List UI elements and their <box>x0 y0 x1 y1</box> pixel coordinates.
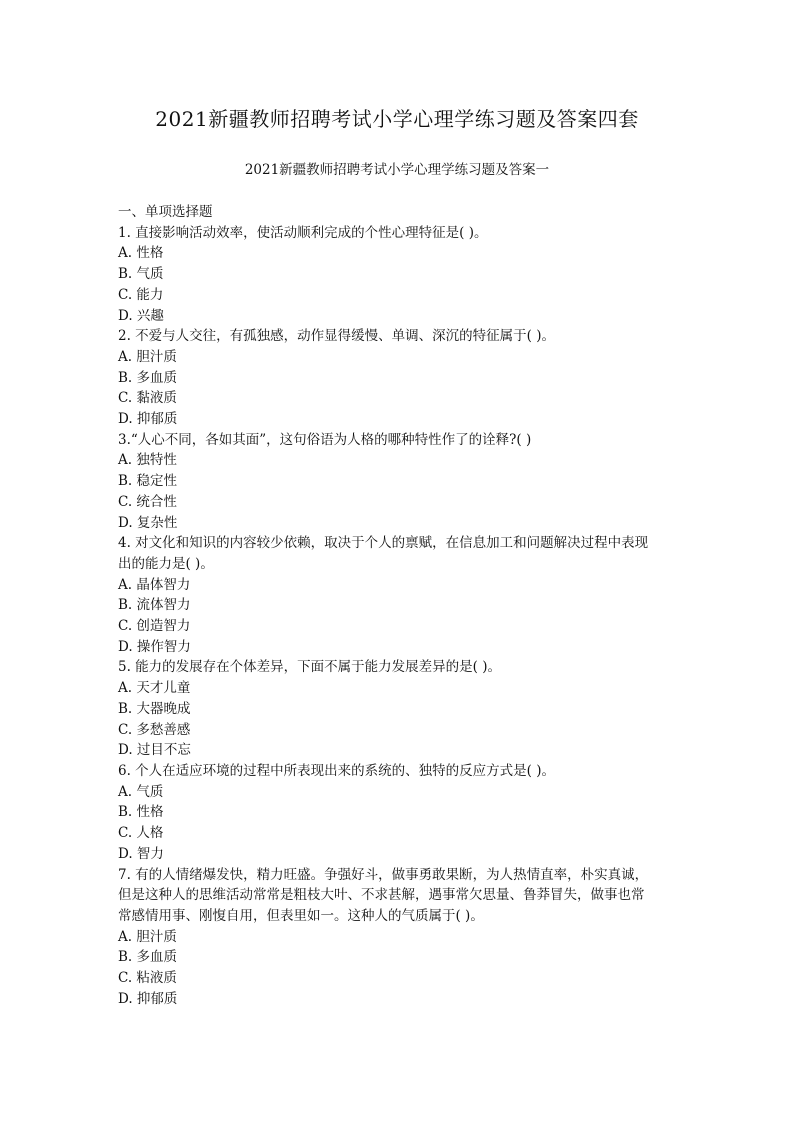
option-b: B. 性格 <box>118 804 164 821</box>
option-a: A. 独特性 <box>118 452 177 469</box>
option-b: B. 大器晚成 <box>118 700 191 717</box>
option-c: C. 创造智力 <box>118 618 191 635</box>
option-d: D. 兴趣 <box>118 307 164 324</box>
option-b: B. 多血质 <box>118 369 178 386</box>
question-stem: 5. 能力的发展存在个体差异，下面不属于能力发展差异的是( )。 <box>118 659 501 676</box>
question-1 <box>118 223 686 327</box>
option-c: C. 粘液质 <box>118 970 177 987</box>
option-a: A. 胆汁质 <box>118 348 177 365</box>
question-7 <box>118 865 686 1010</box>
option-a: A. 性格 <box>118 245 164 262</box>
question-stem-line-3: 常感情用事、刚愎自用，但表里如一。这种人的气质属于( )。 <box>118 907 484 924</box>
section-heading: 一、单项选择题 <box>118 204 213 220</box>
option-d: D. 操作智力 <box>118 638 191 655</box>
option-c: C. 能力 <box>118 286 164 303</box>
option-a: A. 胆汁质 <box>118 928 177 945</box>
option-c: C. 人格 <box>118 825 164 842</box>
option-a: A. 天才儿童 <box>118 680 191 697</box>
document-title: 2021新疆教师招聘考试小学心理学练习题及答案四套 <box>155 107 639 131</box>
question-stem: 6. 个人在适应环境的过程中所表现出来的系统的、独特的反应方式是( )。 <box>118 762 555 779</box>
question-stem: 1. 直接影响活动效率，使活动顺利完成的个性心理特征是( )。 <box>118 224 488 241</box>
question-stem-line-1: 4. 对文化和知识的内容较少依赖，取决于个人的禀赋，在信息加工和问题解决过程中表现 <box>118 535 649 552</box>
document-subtitle: 2021新疆教师招聘考试小学心理学练习题及答案一 <box>244 162 550 178</box>
question-stem: 2. 不爱与人交往，有孤独感，动作显得缓慢、单调、深沉的特征属于( )。 <box>118 328 555 345</box>
question-2 <box>118 326 686 430</box>
option-b: B. 稳定性 <box>118 473 178 490</box>
option-b: B. 气质 <box>118 266 164 283</box>
question-4 <box>118 533 686 657</box>
option-b: B. 多血质 <box>118 949 178 966</box>
option-d: D. 抑郁质 <box>118 990 178 1007</box>
option-d: D. 智力 <box>118 845 164 862</box>
option-a: A. 气质 <box>118 783 164 800</box>
option-b: B. 流体智力 <box>118 597 191 614</box>
option-d: D. 过目不忘 <box>118 742 191 759</box>
question-stem-line-1: 7. 有的人情绪爆发快，精力旺盛。争强好斗，做事勇敢果断，为人热情直率，朴实真诚， <box>118 866 649 883</box>
question-5 <box>118 657 686 761</box>
option-c: C. 多愁善感 <box>118 721 191 738</box>
option-d: D. 抑郁质 <box>118 411 178 428</box>
option-c: C. 统合性 <box>118 493 177 510</box>
option-a: A. 晶体智力 <box>118 576 191 593</box>
question-stem-line-2: 但是这种人的思维活动常常是粗枝大叶、不求甚解，遇事常欠思量、鲁莽冒失，做事也常 <box>118 887 645 904</box>
question-stem: 3.“人心不同，各如其面”，这句俗语为人格的哪种特性作了的诠释?( ) <box>118 431 532 448</box>
question-3 <box>118 430 686 534</box>
option-c: C. 黏液质 <box>118 390 177 407</box>
option-d: D. 复杂性 <box>118 514 178 531</box>
question-stem-line-2: 出的能力是( )。 <box>118 555 214 572</box>
question-6 <box>118 761 686 865</box>
document-body <box>118 202 686 1009</box>
